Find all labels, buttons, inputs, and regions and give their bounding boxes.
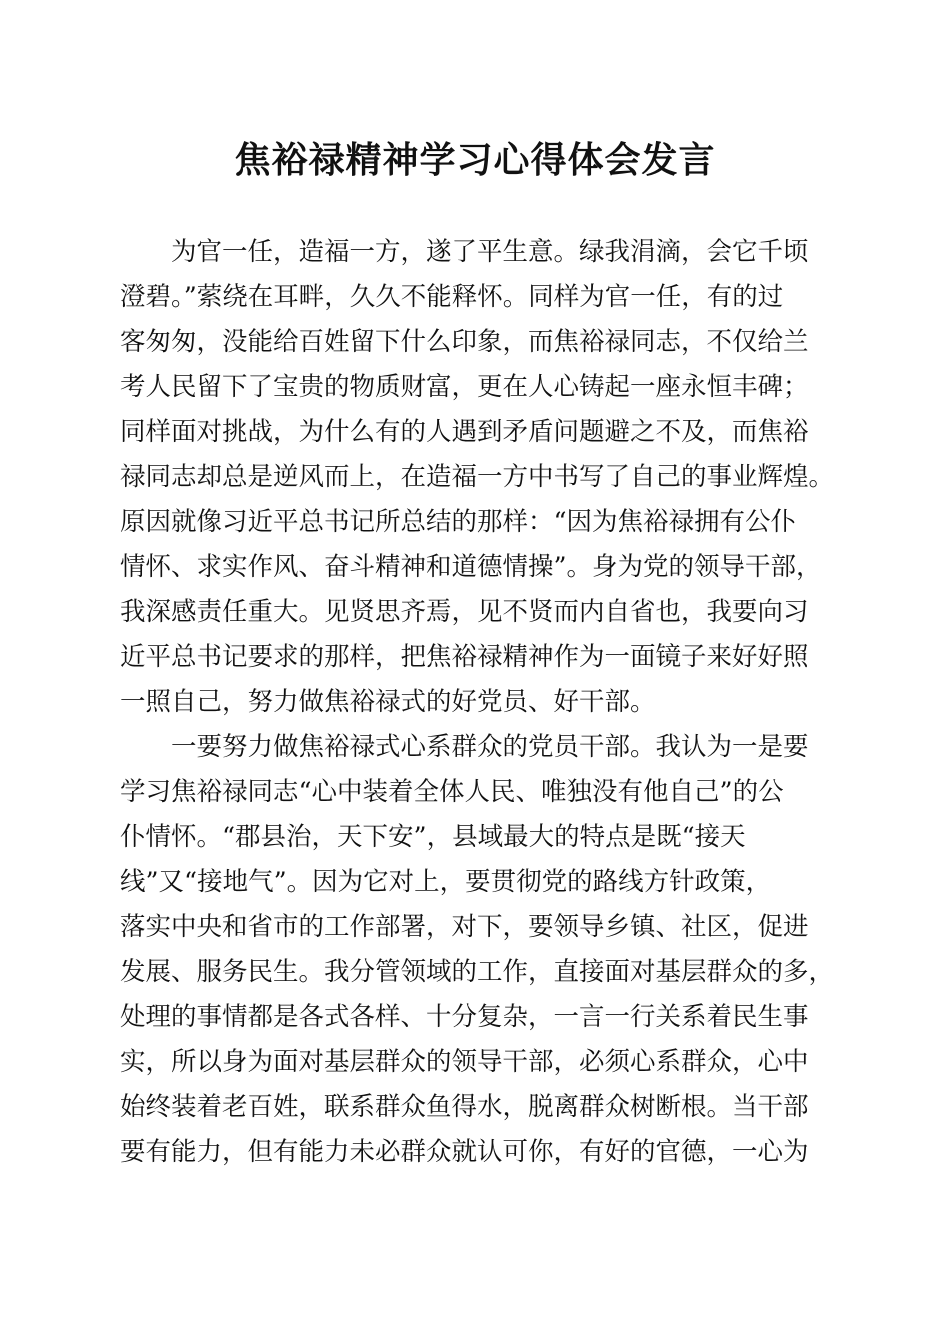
paragraph-line: 禄同志却总是逆风而上，在造福一方中书写了自己的事业辉煌。 xyxy=(120,462,835,492)
paragraph-line: 要有能力，但有能力未必群众就认可你，有好的官德，一心为 xyxy=(120,1137,809,1167)
document-title: 焦裕禄精神学习心得体会发言 xyxy=(234,139,716,181)
paragraph-line: 线”又“接地气”。因为它对上，要贯彻党的路线方针政策， xyxy=(120,867,772,897)
paragraph-line: 一照自己，努力做焦裕禄式的好党员、好干部。 xyxy=(120,687,656,717)
paragraph-line: 一要努力做焦裕禄式心系群众的党员干部。我认为一是要 xyxy=(171,732,809,762)
paragraph-line: 始终装着老百姓，联系群众鱼得水，脱离群众树断根。当干部 xyxy=(120,1092,809,1122)
paragraph-line: 原因就像习近平总书记所总结的那样：“因为焦裕禄拥有公仆 xyxy=(120,507,797,537)
paragraph-line: 为官一任，造福一方，遂了平生意。绿我涓滴，会它千顷 xyxy=(171,237,809,267)
document-body xyxy=(120,230,840,1175)
paragraph-line: 同样面对挑战，为什么有的人遇到矛盾问题避之不及，而焦裕 xyxy=(120,417,809,447)
paragraph-line: 我深感责任重大。见贤思齐焉，见不贤而内自省也，我要向习 xyxy=(120,597,809,627)
paragraph-line: 落实中央和省市的工作部署，对下，要领导乡镇、社区，促进 xyxy=(120,912,809,942)
paragraph-line: 情怀、求实作风、奋斗精神和道德情操”。身为党的领导干部， xyxy=(120,552,822,582)
paragraph-line: 发展、服务民生。我分管领域的工作，直接面对基层群众的多， xyxy=(120,957,835,987)
paragraph-line: 学习焦裕禄同志“心中装着全体人民、唯独没有他自己”的公 xyxy=(120,777,784,807)
paragraph-line: 考人民留下了宝贵的物质财富，更在人心铸起一座永恒丰碑； xyxy=(120,372,809,402)
paragraph-line: 处理的事情都是各式各样、十分复杂，一言一行关系着民生事 xyxy=(120,1002,809,1032)
paragraph-line: 客匆匆，没能给百姓留下什么印象，而焦裕禄同志，不仅给兰 xyxy=(120,327,809,357)
paragraph-line: 仆情怀。“郡县治，天下安”，县域最大的特点是既“接天 xyxy=(120,822,746,852)
paragraph-line: 近平总书记要求的那样，把焦裕禄精神作为一面镜子来好好照 xyxy=(120,642,809,672)
paragraph-1 xyxy=(120,230,840,725)
paragraph-line: 澄碧。”萦绕在耳畔，久久不能释怀。同样为官一任，有的过 xyxy=(120,282,784,312)
paragraph-2 xyxy=(120,725,840,1175)
paragraph-line: 实，所以身为面对基层群众的领导干部，必须心系群众，心中 xyxy=(120,1047,809,1077)
